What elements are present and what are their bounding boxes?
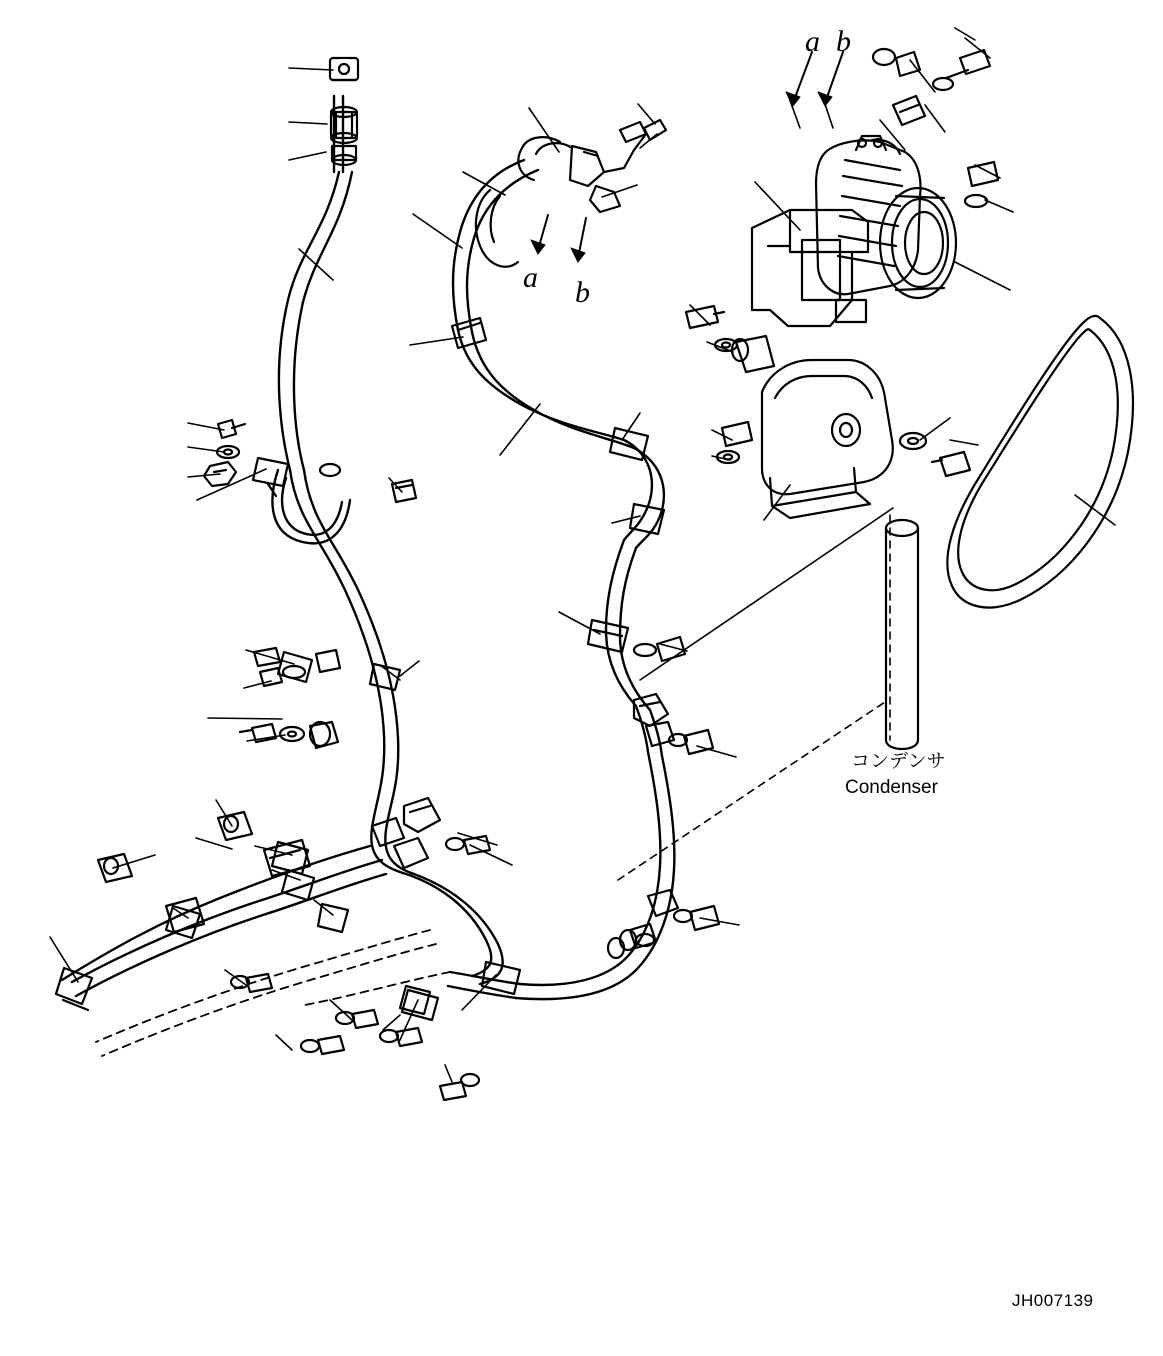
- section-arrows: [531, 52, 843, 262]
- compressor: [816, 136, 956, 298]
- leader-lines: [50, 25, 1115, 1082]
- section-marker-b-center: b: [575, 276, 590, 309]
- condenser-label-en: Condenser: [845, 777, 938, 798]
- condenser-label-jp: コンデンサ: [851, 750, 946, 772]
- drawing-number: JH007139: [1012, 1291, 1094, 1310]
- lower-fittings: [166, 694, 678, 958]
- drive-belt: [947, 316, 1133, 608]
- section-marker-a-top: a: [805, 25, 820, 58]
- small-parts: [310, 464, 416, 748]
- fasteners-left: [98, 420, 490, 1100]
- hose-clamps: [56, 318, 664, 1020]
- compressor-bracket: [752, 210, 868, 326]
- mount-bracket: [762, 360, 893, 518]
- section-marker-a-center: a: [523, 261, 538, 294]
- hose-junction-top: [476, 120, 666, 267]
- section-marker-b-top: b: [836, 25, 851, 58]
